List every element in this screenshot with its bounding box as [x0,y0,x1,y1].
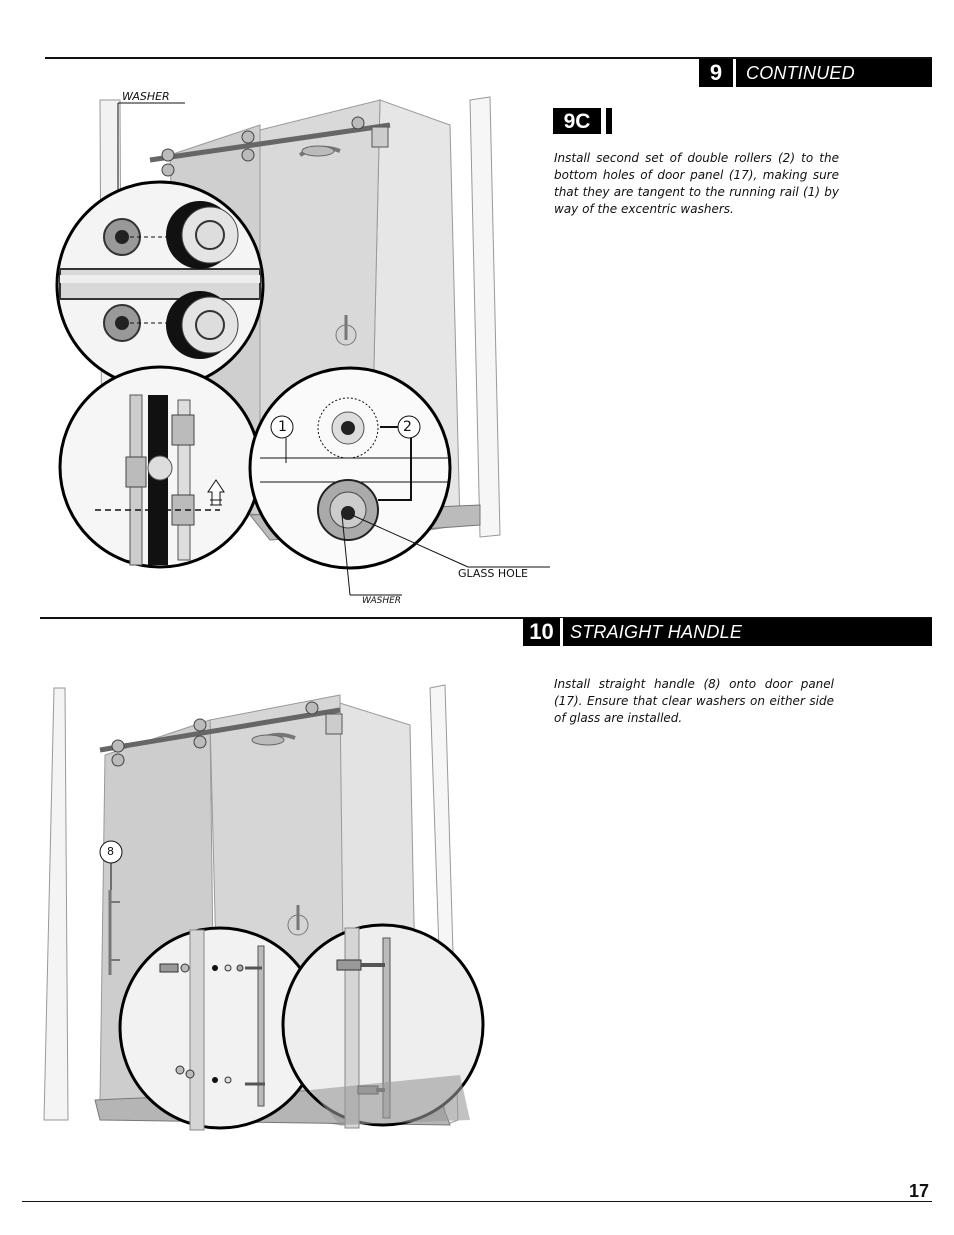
step9c-illustration [50,85,550,615]
callout-part-2: 2 [403,419,412,435]
callout-washer-bottom: WASHER [362,596,402,606]
step9c-instruction: Install second set of double rollers (2) to the bottom holes of door panel (17), making sure that they are tangent to the running rail (1) by way of the excentric washers. [554,151,839,216]
step9-number: 9 [709,60,723,85]
substep-9c-bar [606,108,612,134]
callout-washer-top: WASHER [122,90,170,103]
step10-header [523,618,932,646]
step10-instruction: Install straight handle (8) onto door panel (17). Ensure that clear washers on either side of glass are installed. [554,677,834,725]
step10-illustration [40,680,490,1140]
zoom-handle-installed-circle [283,925,483,1128]
callout-part-1: 1 [278,419,287,435]
bottom-rule [22,1201,932,1202]
step10-title: STRAIGHT HANDLE [570,622,743,642]
callout-part-8: 8 [107,845,114,858]
page-number: 17 [908,1181,929,1201]
zoom-rollers-circle [57,182,263,388]
step10-number: 10 [529,619,554,644]
step9-header-divider [733,59,736,87]
substep-9c-badge: 9C [553,108,601,134]
step10-header-divider [560,618,563,646]
zoom-sideview-circle [60,367,260,567]
callout-glass-hole: GLASS HOLE [458,567,528,580]
zoom-washer-circle [250,368,550,595]
step9-header [699,59,932,87]
step9-title: CONTINUED [746,63,855,83]
